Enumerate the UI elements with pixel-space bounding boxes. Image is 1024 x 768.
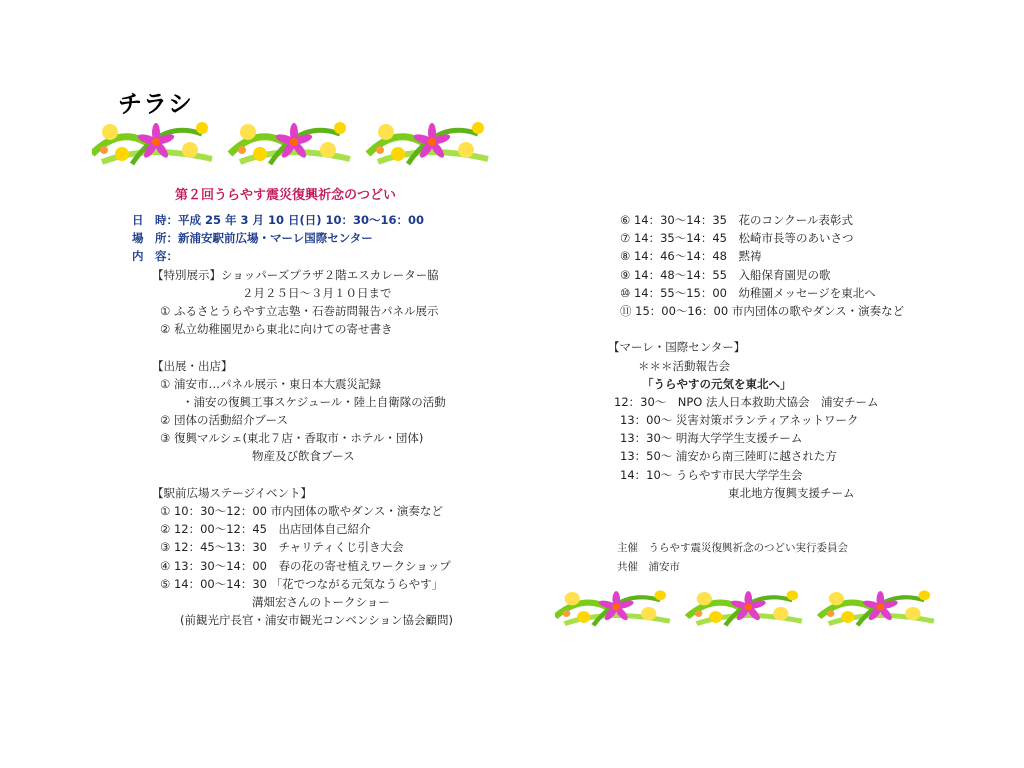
cosponsor: 共催 浦安市 [617,561,680,573]
stage-item: ② 12：00〜12：45 出店団体自己紹介 [160,522,371,537]
flower-decoration-top [92,112,510,172]
slide-title: チラシ [118,90,193,118]
mare-item: 12：30〜 NPO 法人日本救助犬協会 浦安チーム [614,394,879,409]
stage-item: ⑨ 14：48〜14：55 入船保育園児の歌 [620,267,831,282]
stage-item: ① 10：30〜12：00 市内団体の歌やダンス・演奏など [160,504,443,518]
flower-border-image [555,582,955,632]
stage-item: ⑦ 14：35〜14：45 松崎市長等のあいさつ [620,231,854,246]
stage-section-title: 【駅前広場ステージイベント】 [152,485,312,500]
stage-item: ⑤ 14：00〜14：30 「花でつながる元気なうらやす」 [160,576,444,591]
flower-border-image [92,112,510,172]
mare-item-detail: 東北地方復興支援チーム [728,485,855,500]
booth-item-detail: 物産及び飲食ブース [252,449,355,464]
mare-item: 13：00〜 災害対策ボランティアネットワーク [620,413,859,428]
flower-decoration-bottom [555,582,955,632]
mare-item: 14：10〜 うらやす市民大学学生会 [620,467,803,482]
mare-item: 13：50〜 浦安から南三陸町に越された方 [620,449,837,464]
stage-item: ⑪ 15：00〜16：00 市内団体の歌やダンス・演奏など [620,303,905,318]
booth-item: ① 浦安市…パネル展示・東日本大震災記録 [160,376,381,391]
booth-section-title: 【出展・出店】 [152,358,233,373]
mare-section-title: 【マーレ・国際センター】 [608,340,746,355]
content-label: 内 容： [132,249,178,264]
mare-theme: 「うらやすの元気を東北へ」 [642,376,792,391]
booth-item: ③ 復興マルシェ(東北７店・香取市・ホテル・団体) [160,431,424,446]
stage-item: ⑥ 14：30〜14：35 花のコンクール表彰式 [620,213,854,227]
special-exhibit-item: ① ふるさとうらやす立志塾・石巻訪問報告パネル展示 [160,303,439,318]
stage-item-detail: (前観光庁長官・浦安市観光コンベンション協会顧問) [180,613,453,628]
special-exhibit-period: ２月２５日〜３月１０日まで [242,285,392,300]
date-line: 日 時：平成 25 年 3 月 10 日(日) 10：30〜16：00 [132,213,425,227]
stage-item-detail: 溝畑宏さんのトークショー [252,594,390,609]
stage-item: ④ 13：30〜14：00 春の花の寄せ植えワークショップ [160,558,451,573]
special-exhibit-item: ② 私立幼稚園児から東北に向けての寄せ書き [160,322,393,337]
stage-item: ⑩ 14：55〜15：00 幼稚園メッセージを東北へ [620,285,876,300]
special-exhibit-title: 【特別展示】ショッパーズプラザ２階エスカレーター脇 [152,267,439,282]
stage-item: ③ 12：45〜13：30 チャリティくじ引き大会 [160,540,404,555]
booth-item: ② 団体の活動紹介ブース [160,413,289,428]
left-column [132,211,453,629]
place-line: 場 所：新浦安駅前広場・マーレ国際センター [132,231,373,246]
booth-item-detail: ・浦安の復興工事スケジュール・陸上自衛隊の活動 [182,394,446,409]
mare-item: 13：30〜 明海大学学生支援チーム [620,431,803,446]
mare-subtitle: ＊＊＊活動報告会 [638,358,730,373]
right-column [608,211,904,502]
stage-item: ⑧ 14：46〜14：48 黙祷 [620,249,762,264]
document-title: 第２回うらやす震災復興祈念のつどい [175,188,397,203]
organizer: 主催 うらやす震災復興祈念のつどい実行委員会 [617,542,848,554]
